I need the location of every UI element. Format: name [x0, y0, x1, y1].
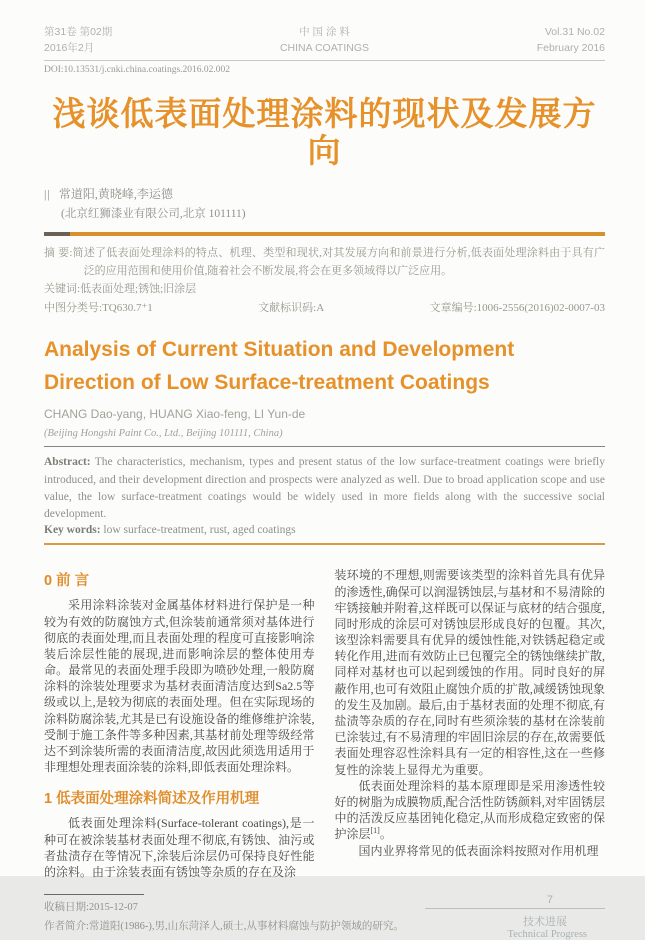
header-divider — [44, 60, 605, 61]
abstract-zh-text: 简述了低表面处理涂料的特点、机理、类型和现状,对其发展方向和前景进行分析,低表面处理涂料由于具有广泛的应用范围和使用价值,随着社会不断发展,将会在更多领域得以广泛应用。 — [72, 246, 606, 277]
footer-divider — [425, 908, 605, 909]
received-date: 收稿日期:2015-12-07 — [44, 902, 138, 914]
section-heading-0: 0 前 言 — [44, 573, 90, 590]
journal-header — [44, 24, 605, 57]
paragraph-intro: 采用涂料涂装对金属基体材料进行保护是一种较为有效的防腐蚀方式,但涂装前通常须对基体进行彻底的表面处理,而且表面处理的程度可直接影响涂装后涂层性能的展现,进而影响涂层的整体使用寿命。最常见的表面处理手段即为喷砂处理,一般防腐涂料的涂装处理要求为基材表面清洁度达到Sa2.5等级或以上,是较为彻底的表面处理。但在实际现场的涂料防腐涂装,尤其是已有设施设备的维修维护涂装,受制于施工条件等多种因素,其基材前处理等级经常达不到涂装所需的表面清洁度,故因此须选用适用于非理想处理表面涂装的涂料,即低表面处理涂料。 — [44, 598, 315, 775]
section-divider — [44, 543, 605, 545]
volume-issue-zh: 第31卷 第02期 — [44, 26, 113, 38]
document-code: 文献标识码:A — [258, 302, 325, 315]
journal-name-zh: 中 国 涂 料 — [299, 26, 350, 38]
page-number: 7 — [546, 894, 553, 907]
column-name-zh: 技术进展 — [523, 916, 567, 929]
date-en: February 2016 — [536, 42, 605, 55]
journal-name-en: CHINA COATINGS — [279, 42, 370, 55]
keywords-en — [44, 524, 605, 536]
accent-bar — [44, 232, 605, 236]
paragraph-section1-left: 低表面处理涂料(Surface-tolerant coatings),是一种可在被涂装基材表面处理不彻底,有锈蚀、油污或者盐渍存在等情况下,涂装后涂层仍可保持良好性能的涂料。由于涂装表面有锈蚀等杂质的存在及涂 — [44, 816, 315, 879]
article-id: 文章编号:1006-2556(2016)02-0007-03 — [429, 302, 605, 315]
author-names-zh: 常道阳,黄晓峰,李运德 — [58, 187, 173, 202]
header-issue-zh — [44, 24, 112, 57]
footer-block — [425, 894, 605, 940]
authors-en: CHANG Dao-yang, HUANG Xiao-feng, LI Yun-de — [44, 407, 306, 422]
abstract-divider — [44, 446, 605, 447]
date-zh: 2016年2月 — [44, 42, 95, 55]
body-column-right — [335, 567, 606, 880]
doi-text: DOI:10.13531/j.cnki.china.coatings.2016.02.002 — [44, 64, 231, 75]
footnote-block — [44, 894, 425, 936]
author-bio: 作者简介:常道阳(1986-),男,山东菏泽人,硕士,从事材料腐蚀与防护领域的研究。 — [44, 920, 404, 932]
footnote-divider — [44, 894, 144, 895]
abstract-zh-block — [44, 245, 605, 318]
volume-issue-en: Vol.31 No.02 — [544, 26, 605, 38]
keywords-en-text: low surface-treatment, rust, aged coatings — [103, 524, 296, 537]
article-title-en: Analysis of Current Situation and Development Direction of Low Surface-treatment Coatings — [44, 338, 515, 394]
article-title-zh: 浅谈低表面处理涂料的现状及发展方向 — [52, 94, 597, 170]
abstract-zh — [44, 245, 605, 281]
abstract-en-label: Abstract: — [44, 456, 91, 469]
paragraph-section1-continued: 装环境的不理想,则需要该类型的涂料首先具有优异的渗透性,确保可以润湿锈蚀层,与基材和不易清除的牢锈接触并附着,这样既可以保证与底材的结合强度,同时形成的涂层可对锈蚀层形成良好的包覆。其次,该型涂料需要具有优异的缓蚀性能,对铁锈起稳定或转化作用,进而有效防止已包覆完全的锈蚀继续扩散,同样对基材也可以起到缓蚀的作用。同时良好的屏蔽作用,也可有效阻止腐蚀介质的扩散,减缓锈蚀现象的发生及加剧。最后,由于基材表面的处理不彻底,有盐渍等杂质的存在,同时有些须涂装的基材在涂装前已涂装过,有不易清理的牢固旧涂层的存在,故需要低表面处理容忍性涂料具有一定的相容性,这在一些修复性的涂装上显得尤为重要。 — [334, 568, 605, 777]
body-column-left — [44, 567, 315, 880]
page-bottom — [44, 894, 605, 940]
abstract-en-text: The characteristics, mechanism, types and present status of the low surface-treatment coatings were briefly introduced, and their development direction and prospects were analyzed as well. Due to broad application scope and use value, the low surface-treatment coatings would be widely used in more fields along with the successive social development. — [44, 456, 606, 521]
keywords-zh-text: 低表面处理;锈蚀;旧涂层 — [80, 282, 197, 295]
keywords-zh — [44, 281, 605, 299]
header-issue-en — [537, 24, 605, 57]
classification-row — [44, 300, 605, 318]
header-journal-name — [280, 24, 369, 57]
paragraph-principle: 低表面处理涂料的基本原理即是采用渗透性较好的树脂为成膜物质,配合活性防锈颜料,对牢固锈层中的活泼反应基团钝化稳定,从而形成稳定致密的保护涂层[1]。 — [334, 778, 605, 842]
keywords-zh-label: 关键词: — [44, 282, 81, 295]
column-name-en: Technical Progress — [507, 929, 587, 940]
clc-number: 中图分类号:TQ630.7⁺1 — [44, 302, 153, 315]
affiliation-en: (Beijing Hongshi Paint Co., Ltd., Beijing 101111, China) — [44, 428, 283, 440]
abstract-en — [44, 454, 605, 523]
body-columns — [44, 567, 605, 880]
affiliation-zh: (北京红狮漆业有限公司,北京 101111) — [61, 207, 246, 220]
reference-mark: [1] — [370, 826, 380, 836]
author-mark: || — [44, 187, 51, 202]
abstract-zh-label: 摘 要: — [44, 246, 73, 259]
authors-zh — [44, 185, 605, 204]
keywords-en-label: Key words: — [44, 524, 101, 537]
paragraph-classification: 国内业界将常见的低表面涂料按照对作用机理 — [358, 843, 599, 858]
section-heading-1: 1 低表面处理涂料简述及作用机理 — [44, 791, 260, 808]
